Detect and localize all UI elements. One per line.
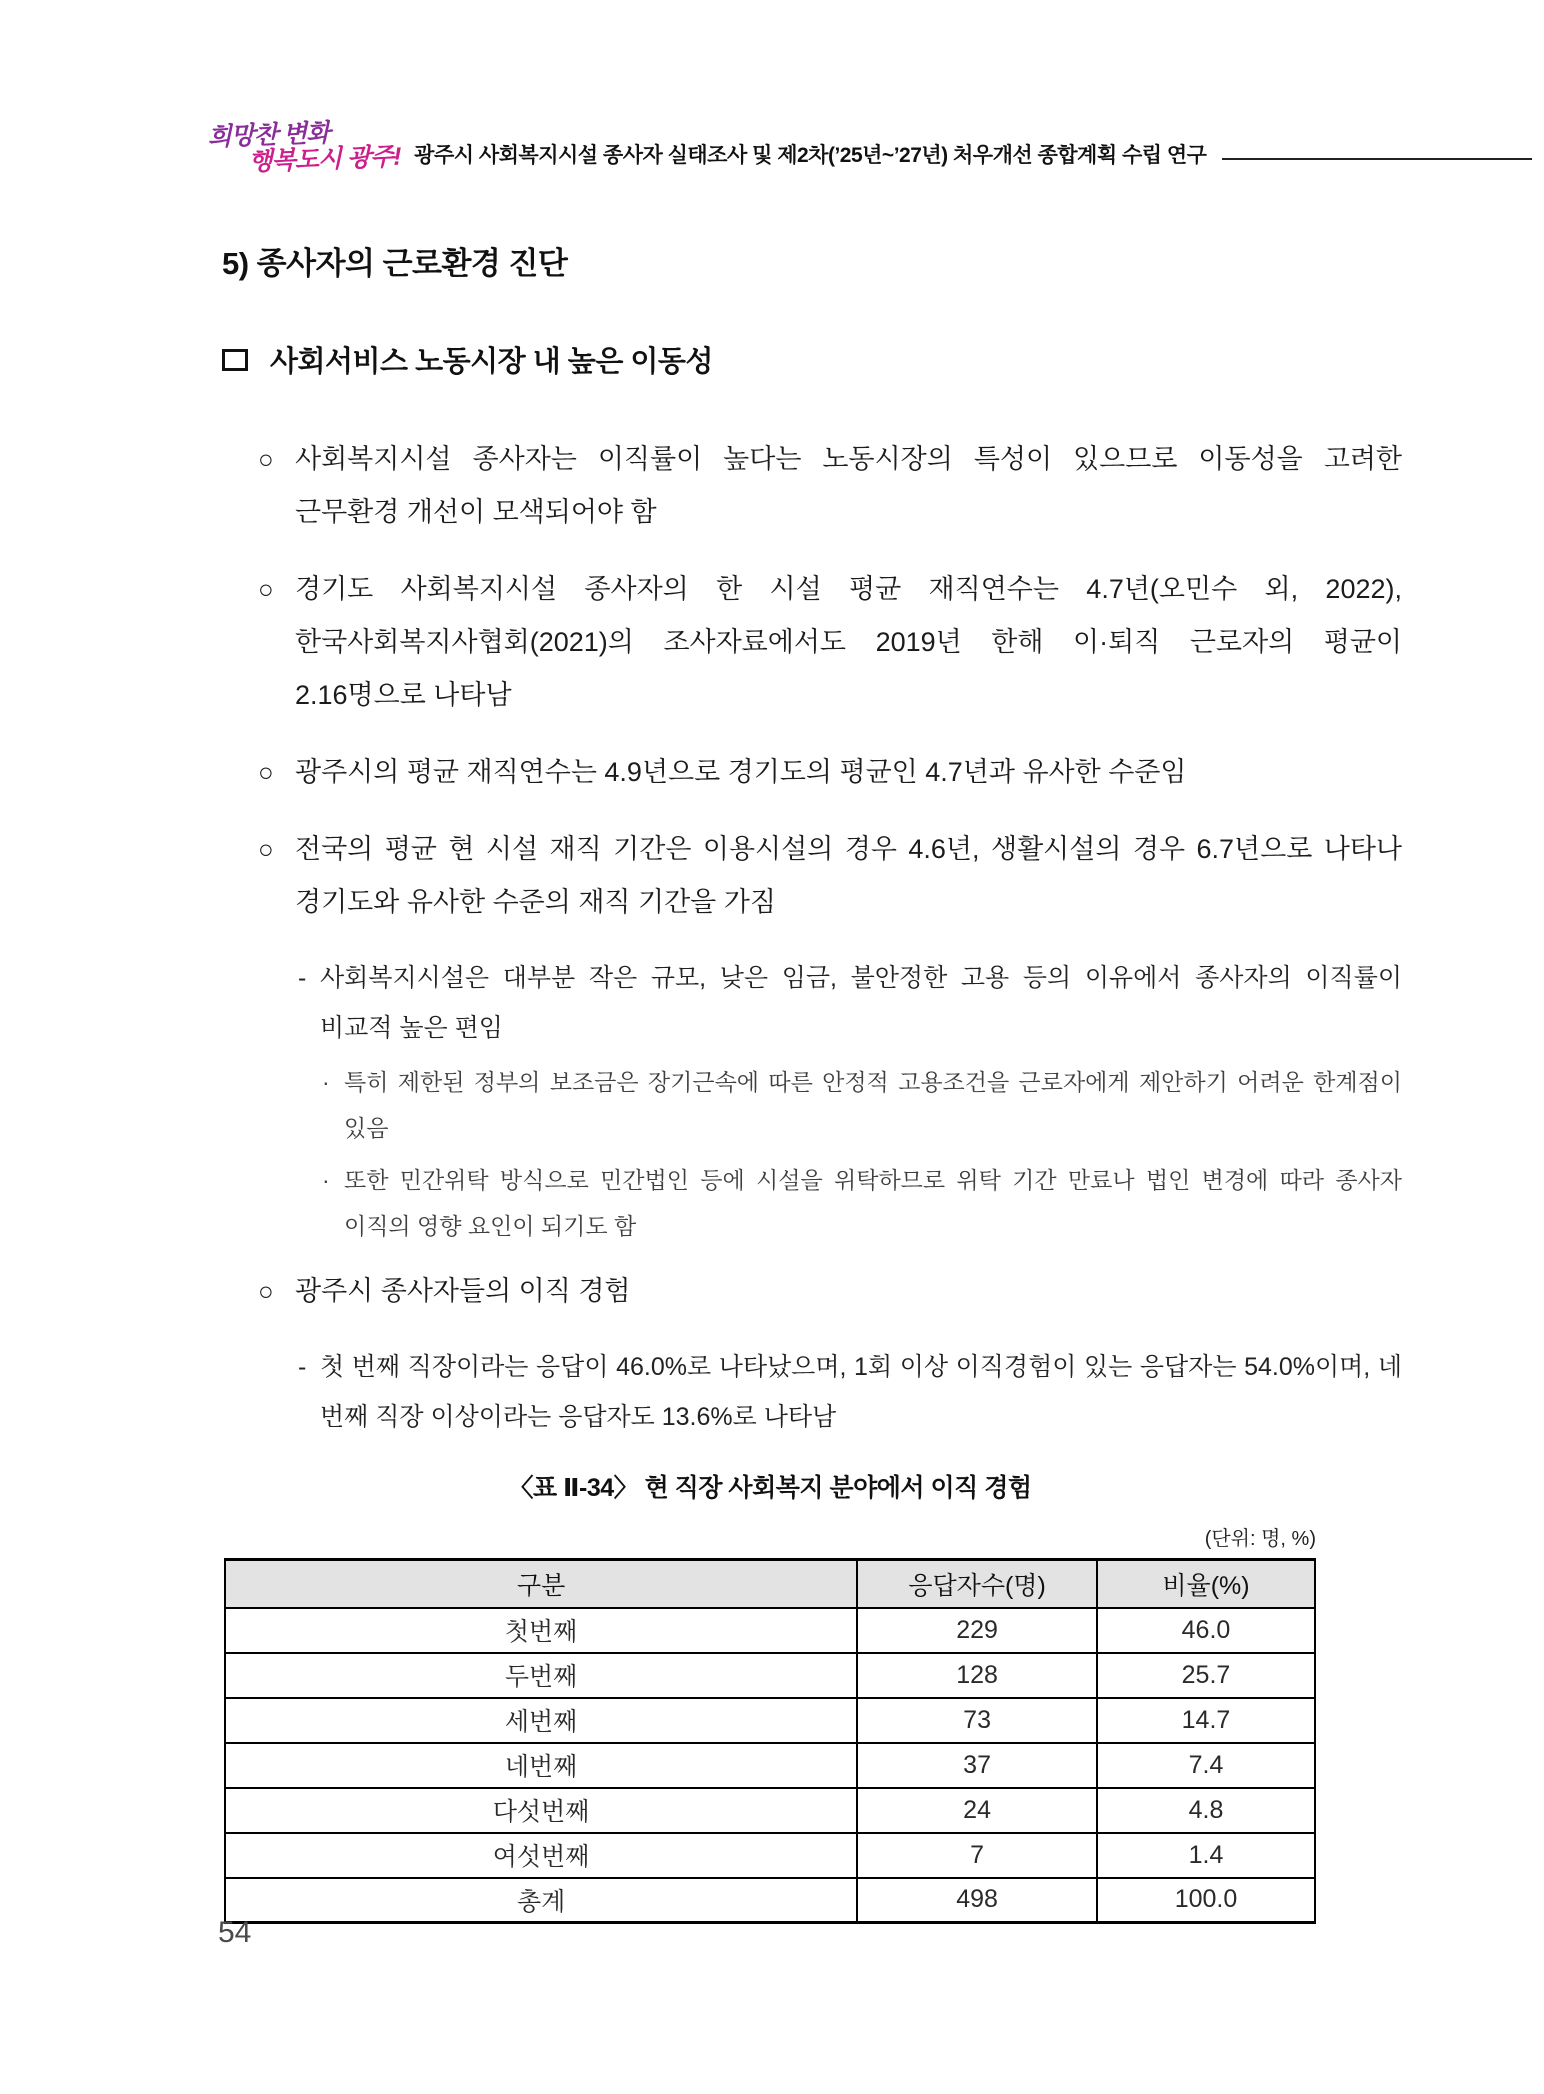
running-title: 광주시 사회복지시설 종사자 실태조사 및 제2차(’25년~’27년) 처우개선 종합계획 수립 연구 xyxy=(414,144,1207,167)
turnover-experience-table xyxy=(224,1558,1316,1924)
list-item-text: 광주시의 평균 재직연수는 4.9년으로 경기도의 평균인 4.7년과 유사한 수준임 xyxy=(295,757,1187,787)
list-item-circle xyxy=(222,823,1402,929)
list-item-circle xyxy=(222,746,1402,799)
list-item-text: 또한 민간위탁 방식으로 민간법인 등에 시설을 위탁하므로 위탁 기간 만료나 법인 변경에 따라 종사자 이직의 영향 요인이 되기도 함 xyxy=(344,1167,1402,1239)
list-item-circle xyxy=(222,433,1402,539)
list-item-text: 경기도 사회복지시설 종사자의 한 시설 평균 재직연수는 4.7년(오민수 외, 2022), 한국사회복지사협회(2021)의 조사자료에서도 2019년 한해 이·퇴직 근로자의 평균이 2.16명으로 나타남 xyxy=(295,574,1402,710)
table-cell: 세번째 xyxy=(225,1698,857,1743)
list-item-text: 첫 번째 직장이라는 응답이 46.0%로 나타났으며, 1회 이상 이직경험이 있는 응답자는 54.0%이며, 네 번째 직장 이상이라는 응답자도 13.6%로 나타남 xyxy=(320,1353,1402,1431)
bullet-marker: - xyxy=(298,964,307,992)
bullet-marker: ○ xyxy=(258,834,274,864)
list-item-text: 광주시 종사자들의 이직 경험 xyxy=(295,1276,631,1306)
table-cell: 7 xyxy=(857,1833,1097,1878)
bullet-marker: ○ xyxy=(258,757,274,787)
list-item-text: 전국의 평균 현 시설 재직 기간은 이용시설의 경우 4.6년, 생활시설의 경우 6.7년으로 나타나 경기도와 유사한 수준의 재직 기간을 가짐 xyxy=(295,834,1402,917)
table-cell: 두번째 xyxy=(225,1653,857,1698)
list-item-dot xyxy=(222,1157,1402,1249)
table-cell: 25.7 xyxy=(1097,1653,1315,1698)
table-header-row xyxy=(225,1560,1315,1608)
table-row xyxy=(225,1653,1315,1698)
section-heading: 5) 종사자의 근로환경 진단 xyxy=(222,246,568,281)
table-cell: 1.4 xyxy=(1097,1833,1315,1878)
table-cell: 229 xyxy=(857,1608,1097,1653)
table-cell: 37 xyxy=(857,1743,1097,1788)
table-row xyxy=(225,1743,1315,1788)
table-header-cell: 응답자수(명) xyxy=(857,1560,1097,1608)
table-cell: 네번째 xyxy=(225,1743,857,1788)
table-header-cell: 비율(%) xyxy=(1097,1560,1315,1608)
table-unit-note: (단위: 명, %) xyxy=(1204,1528,1316,1550)
table-row xyxy=(225,1698,1315,1743)
square-bullet-icon xyxy=(222,349,248,371)
bullet-marker: · xyxy=(322,1069,330,1095)
table-row xyxy=(225,1608,1315,1653)
table-cell: 14.7 xyxy=(1097,1698,1315,1743)
bullet-marker: · xyxy=(322,1167,330,1193)
bullet-marker: - xyxy=(298,1353,307,1381)
table-caption: 〈표 Ⅱ-34〉 현 직장 사회복지 분야에서 이직 경험 xyxy=(508,1474,1032,1502)
bullet-marker: ○ xyxy=(258,574,274,604)
bullet-list xyxy=(222,433,1402,1442)
table-cell: 128 xyxy=(857,1653,1097,1698)
table-cell: 총계 xyxy=(225,1878,857,1923)
page-number: 54 xyxy=(218,1916,252,1949)
table-body xyxy=(225,1608,1315,1923)
list-item-text: 특히 제한된 정부의 보조금은 장기근속에 따른 안정적 고용조건을 근로자에게 제안하기 어려운 한계점이 있음 xyxy=(344,1069,1402,1141)
table-row xyxy=(225,1788,1315,1833)
bullet-marker: ○ xyxy=(258,444,274,474)
list-item-circle xyxy=(222,563,1402,722)
subsection-heading xyxy=(222,339,1402,380)
header-rule xyxy=(1222,158,1532,160)
table-cell: 다섯번째 xyxy=(225,1788,857,1833)
table-cell: 여섯번째 xyxy=(225,1833,857,1878)
table-cell: 100.0 xyxy=(1097,1878,1315,1923)
subsection-heading-text: 사회서비스 노동시장 내 높은 이동성 xyxy=(270,346,713,378)
list-item-dot xyxy=(222,1059,1402,1151)
table-row xyxy=(225,1878,1315,1923)
logo-line2: 행복도시 광주! xyxy=(247,142,402,176)
list-item-text: 사회복지시설은 대부분 작은 규모, 낮은 임금, 불안정한 고용 등의 이유에서 종사자의 이직률이 비교적 높은 편임 xyxy=(320,964,1402,1042)
document-body xyxy=(222,238,1402,1924)
bullet-marker: ○ xyxy=(258,1276,274,1306)
city-slogan-logo xyxy=(207,119,401,177)
table-cell: 73 xyxy=(857,1698,1097,1743)
table-cell: 첫번째 xyxy=(225,1608,857,1653)
page-header xyxy=(207,119,1532,176)
table-cell: 46.0 xyxy=(1097,1608,1315,1653)
table-row xyxy=(225,1833,1315,1878)
list-item-dash xyxy=(222,953,1402,1053)
table-cell: 4.8 xyxy=(1097,1788,1315,1833)
table-header-cell: 구분 xyxy=(225,1560,857,1608)
list-item-circle xyxy=(222,1265,1402,1318)
table-cell: 24 xyxy=(857,1788,1097,1833)
list-item-dash xyxy=(222,1342,1402,1442)
logo-line1: 희망찬 변화 xyxy=(207,119,330,152)
table-cell: 7.4 xyxy=(1097,1743,1315,1788)
table-cell: 498 xyxy=(857,1878,1097,1923)
table-block xyxy=(224,1468,1316,1924)
list-item-text: 사회복지시설 종사자는 이직률이 높다는 노동시장의 특성이 있으므로 이동성을 고려한 근무환경 개선이 모색되어야 함 xyxy=(295,444,1402,527)
